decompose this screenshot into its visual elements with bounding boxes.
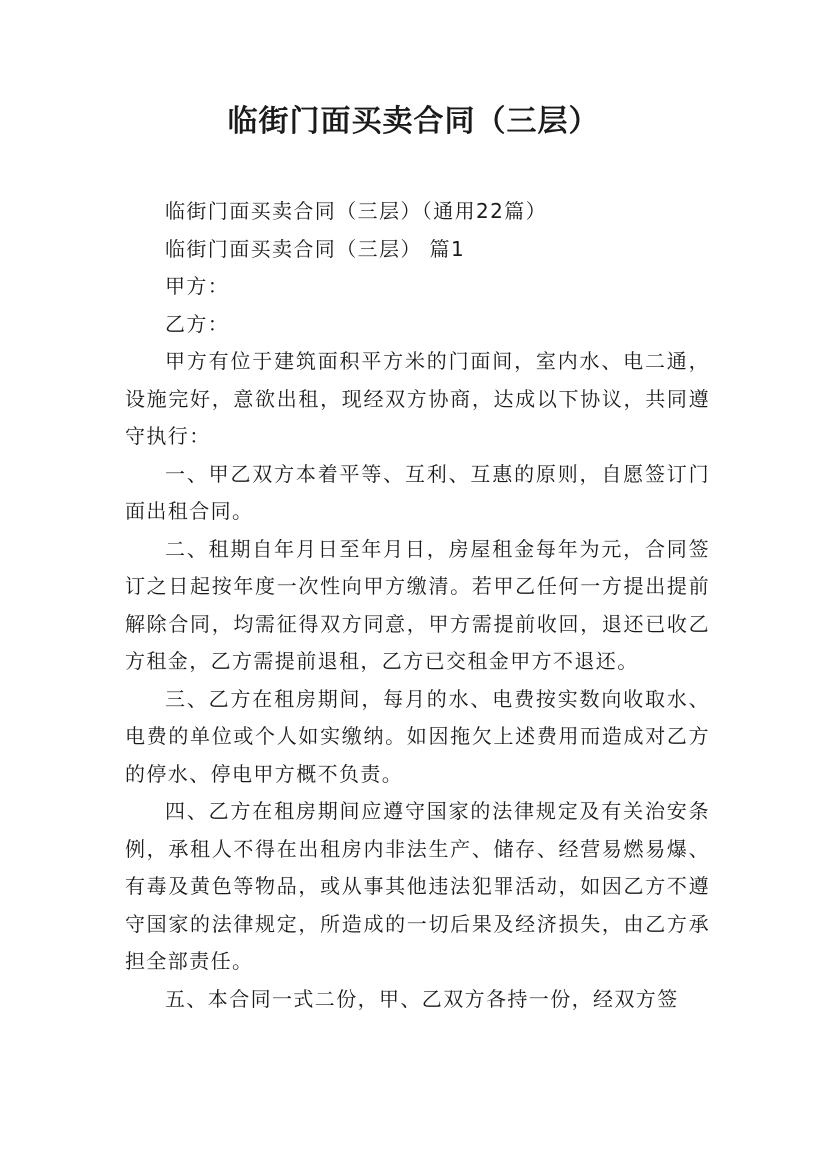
clause-3: 三、乙方在租房期间，每月的水、电费按实数向收取水、电费的单位或个人如实缴纳。如因拖欠上述费用而造成对乙方的停水、停电甲方概不负责。 [125, 686, 710, 786]
clause-2: 二、租期自年月日至年月日，房屋租金每年为元，合同签订之日起按年度一次性向甲方缴清。若甲乙任何一方提出提前解除合同，均需征得双方同意，甲方需提前收回，退还已收乙方租金，乙方需提前退租，乙方已交租金甲方不退还。 [125, 536, 710, 673]
clause-5: 五、本合同一式二份，甲、乙双方各持一份，经双方签 [165, 986, 679, 1011]
clause-4: 四、乙方在租房期间应遵守国家的法律规定及有关治安条例，承租人不得在出租房内非法生产、储存、经营易燃易爆、有毒及黄色等物品，或从事其他违法犯罪活动，如因乙方不遵守国家的法律规定，所造成的一切后果及经济损失，由乙方承担全部责任。 [125, 799, 710, 973]
clause-1: 一、甲乙双方本着平等、互利、互惠的原则，自愿签订门面出租合同。 [125, 461, 710, 523]
document-subtitle: 临街门面买卖合同（三层）（通用22篇） [165, 199, 548, 223]
party-a-line: 甲方： [165, 274, 230, 298]
section-heading: 临街门面买卖合同（三层） 篇1 [165, 236, 466, 261]
intro-paragraph: 甲方有位于建筑面积平方米的门面间，室内水、电二通，设施完好，意欲出租，现经双方协商，达成以下协议，共同遵守执行： [125, 349, 710, 448]
document-title: 临街门面买卖合同（三层） [227, 104, 600, 139]
document-body [125, 193, 710, 1018]
party-b-line: 乙方： [165, 311, 230, 336]
